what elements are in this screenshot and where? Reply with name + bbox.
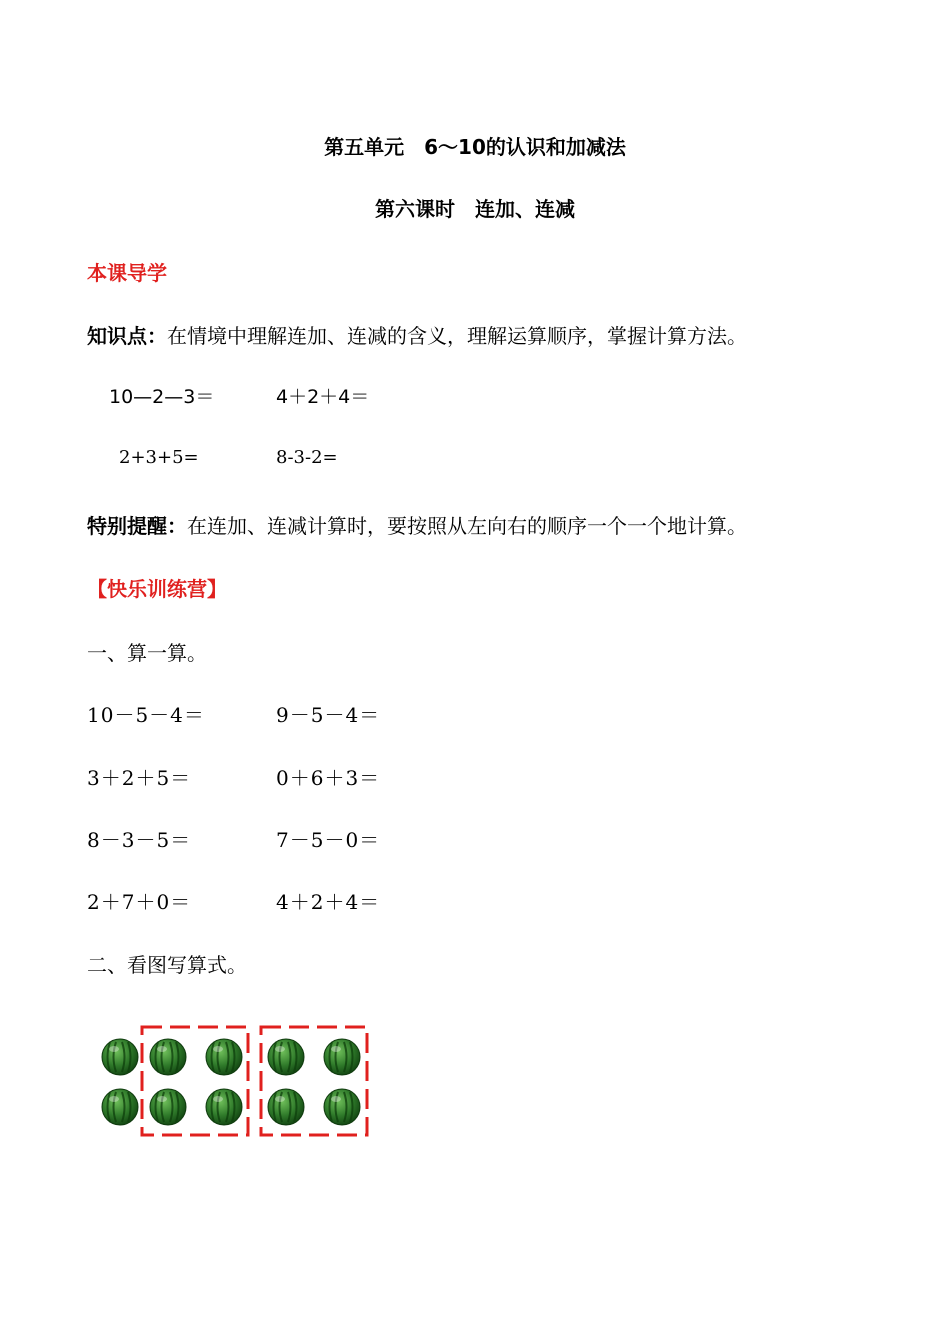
reminder-label: 特别提醒：	[87, 514, 187, 538]
watermelon-icon	[150, 1039, 186, 1075]
problem-1a: 10－5－4＝	[87, 703, 205, 727]
guide-heading: 本课导学	[87, 261, 167, 285]
problem-2b: 0＋6＋3＝	[276, 766, 381, 790]
watermelon-icon	[206, 1089, 242, 1125]
example-eq-1: 10—2—3＝	[109, 386, 215, 408]
lesson-title: 第六课时 连加、连减	[375, 197, 575, 221]
problem-3b: 7－5－0＝	[276, 828, 381, 852]
watermelon-icon	[268, 1089, 304, 1125]
watermelon-icon	[102, 1089, 138, 1125]
problem-2a: 3＋2＋5＝	[87, 766, 192, 790]
watermelon-icon	[268, 1039, 304, 1075]
problem-4a: 2＋7＋0＝	[87, 890, 192, 914]
example-eq-2: 4＋2＋4＝	[276, 386, 370, 408]
section2-title: 二、看图写算式。	[87, 953, 247, 977]
example-eq-4: 8-3-2=	[276, 447, 338, 468]
watermelon-icon	[324, 1039, 360, 1075]
watermelon-icon	[324, 1089, 360, 1125]
knowledge-point	[87, 320, 747, 349]
practice-heading: 【快乐训练营】	[87, 577, 227, 601]
section1-title: 一、算一算。	[87, 641, 207, 665]
problem-1b: 9－5－4＝	[276, 703, 381, 727]
problem-4b: 4＋2＋4＝	[276, 890, 381, 914]
unit-title: 第五单元 6～10的认识和加减法	[324, 135, 626, 159]
problem-3a: 8－3－5＝	[87, 828, 192, 852]
example-eq-3: 2+3+5=	[119, 447, 199, 468]
watermelon-icon	[150, 1089, 186, 1125]
watermelon-icon	[206, 1039, 242, 1075]
special-reminder	[87, 510, 747, 539]
watermelon-figure	[96, 1020, 376, 1144]
knowledge-text: 在情境中理解连加、连减的含义，理解运算顺序，掌握计算方法。	[167, 324, 747, 348]
watermelon-icon	[102, 1039, 138, 1075]
knowledge-label: 知识点：	[87, 324, 167, 348]
reminder-text: 在连加、连减计算时，要按照从左向右的顺序一个一个地计算。	[187, 514, 747, 538]
